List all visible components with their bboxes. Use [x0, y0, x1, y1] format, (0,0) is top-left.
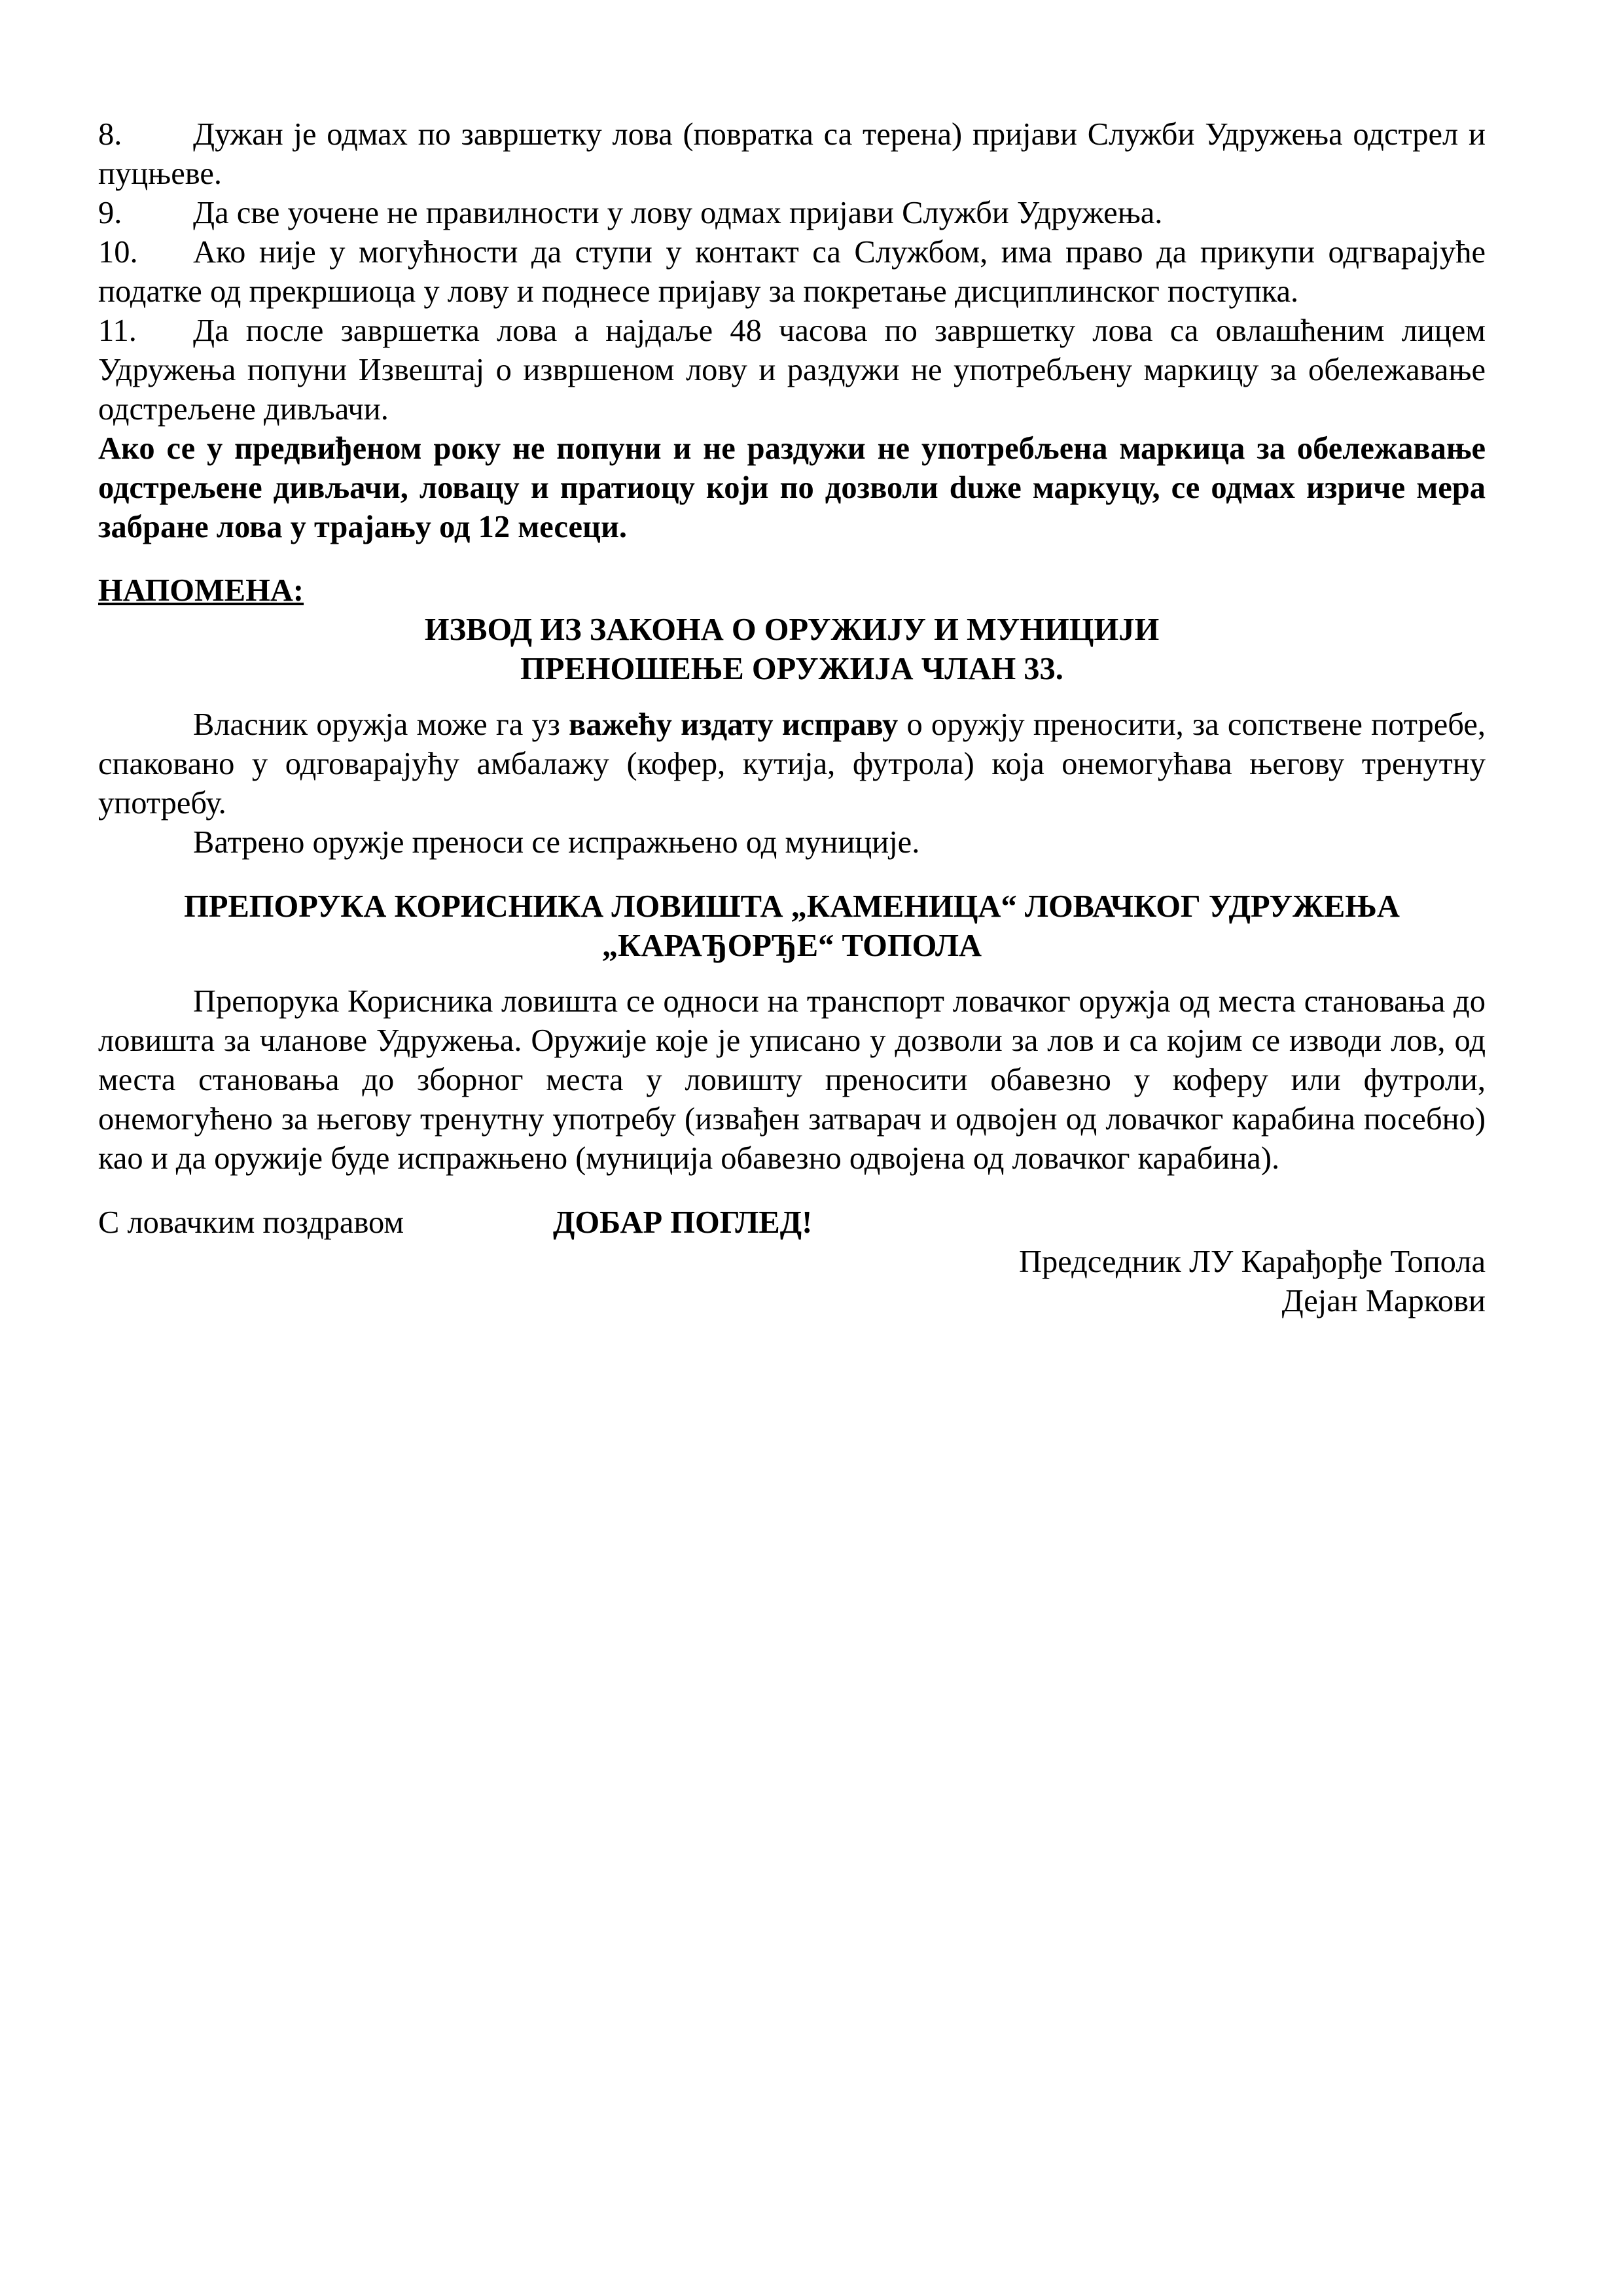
- closing-row: [98, 1203, 1486, 1243]
- item-number: 11.: [98, 313, 137, 348]
- item-text: Ако није у могућности да ступи у контакт са Службом, има право да прикупи одгварајуће податке од прекршиоца у лову и поднесе пријаву за покретање дисциплинског поступка.: [98, 235, 1486, 309]
- list-item: [98, 233, 1486, 311]
- item-text: Дужан је одмах по завршетку лова (повратка са терена) пријави Служби Удружења одстрел и пуцњеве.: [98, 117, 1486, 191]
- list-item: [98, 115, 1486, 194]
- closing-greeting: С ловачким поздравом: [98, 1205, 404, 1240]
- list-item: [98, 194, 1486, 233]
- item-text: Да после завршетка лова а најдаље 48 часова по завршетку лова са овлашћеним лицем Удружења попуни Извештај о извршеном лову и раздужи не употребљену маркицу за обележавање одстрељене дивљачи.: [98, 313, 1486, 427]
- valid-document-emphasis: важећу издату исправу: [569, 707, 899, 742]
- signature-name: Дејан Маркови: [1281, 1284, 1486, 1318]
- signature-title: Председник ЛУ Карађорђе Топола: [1018, 1245, 1486, 1279]
- law-paragraph-2: Ватрено оружје преноси се испражњено од муниције.: [193, 825, 920, 860]
- list-item: [98, 311, 1486, 429]
- penalty-warning: Ако се у предвиђеном року не попуни и не раздужи не употребљена маркица за обележавање одстрељене дивљачи, ловацу и пратиоцу који по дозволи duже маркуцу, се одмах изриче мера забране лова у трајању од 12 месеци.: [98, 431, 1486, 544]
- document-page: [98, 115, 1486, 1321]
- item-number: 9.: [98, 196, 122, 230]
- law-title-line-2: ПРЕНОШЕЊЕ ОРУЖИЈА ЧЛАН 33.: [520, 652, 1063, 686]
- item-number: 8.: [98, 117, 122, 152]
- recommendation-title-line-2: „КАРАЂОРЂЕ“ ТОПОЛА: [601, 928, 982, 963]
- item-text: Да све уочене не правилности у лову одмах пријави Служби Удружења.: [193, 196, 1163, 230]
- hunting-slogan: ДОБАР ПОГЛЕД!: [553, 1205, 813, 1240]
- law-title-line-1: ИЗВОД ИЗ ЗАКОНА О ОРУЖИЈУ И МУНИЦИЈИ: [424, 612, 1160, 647]
- recommendation-paragraph: Препорука Корисника ловишта се односи на транспорт ловачког оружја од места становања до ловишта за чланове Удружења. Оружије које је уписано у дозволи за лов и са којим се изводи лов, од места становања до зборног места у ловишту преносити обавезно у коферу или футроли, онемогућено за његову тренутну употребу (извађен затварач и одвојен од ловачког карабина посебно) као и да оружије буде испражњено (муниција обавезно одвојена од ловачког карабина).: [98, 984, 1486, 1176]
- recommendation-title-line-1: ПРЕПОРУКА КОРИСНИКА ЛОВИШТА „КАМЕНИЦА“ ЛОВАЧКОГ УДРУЖЕЊА: [184, 889, 1400, 924]
- note-heading: НАПОМЕНА:: [98, 573, 304, 608]
- law-paragraph-1-start: Власник оружја може га уз: [193, 707, 569, 742]
- item-number: 10.: [98, 235, 138, 270]
- law-paragraph-1-end: о оружју преносити, за сопствене потребе, спаковано у одговарајућу амбалажу (кофер, кутија, футрола) која онемогућава његову тренутну употребу.: [98, 707, 1486, 821]
- law-paragraph-1: [98, 705, 1486, 823]
